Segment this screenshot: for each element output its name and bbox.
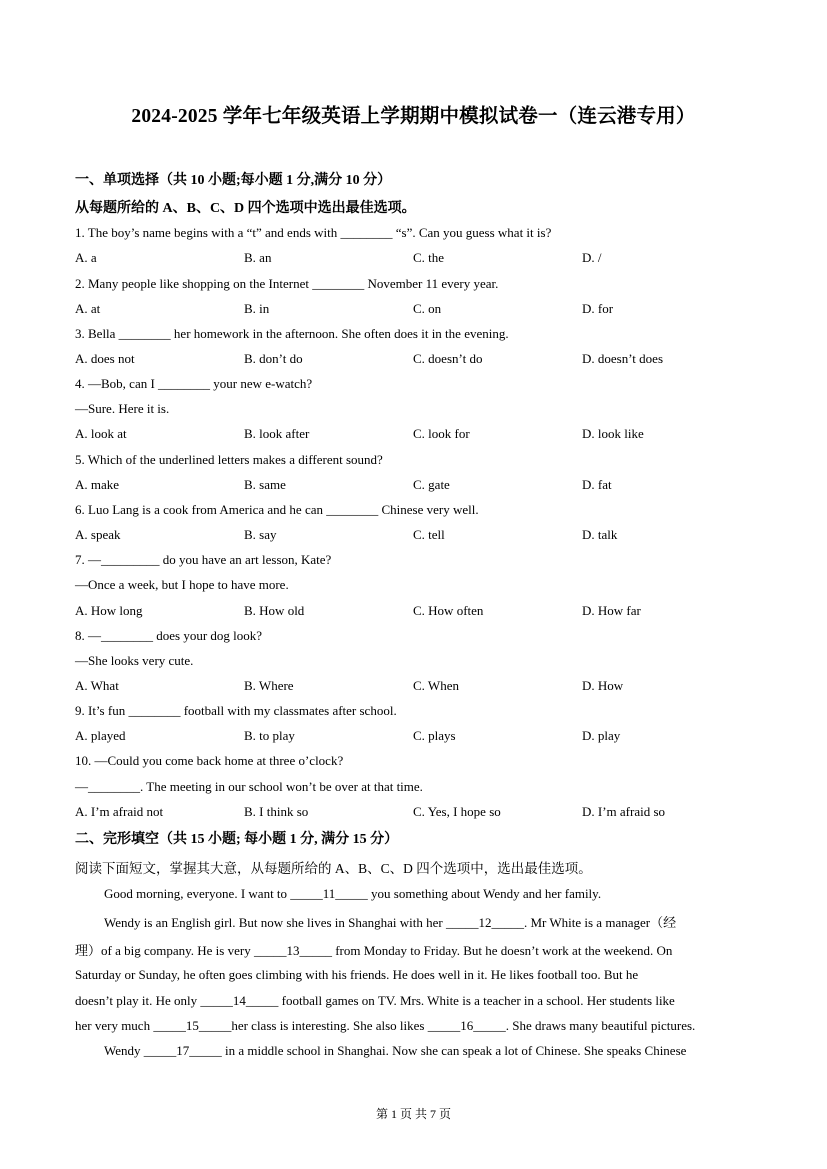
question-3-options <box>75 351 755 369</box>
passage-line: her very much _____15_____her class is interesting. She also likes _____16_____. She draws many beautiful pictures. <box>75 1018 696 1033</box>
option-a: A. What <box>75 678 119 693</box>
page-title: 2024-2025 学年七年级英语上学期期中模拟试卷一（连云港专用） <box>131 106 696 127</box>
section2-heading: 二、完形填空（共 15 小题; 每小题 1 分, 满分 15 分） <box>75 832 399 847</box>
option-d: D. How far <box>582 603 641 618</box>
question-9-options <box>75 728 755 746</box>
question-4-reply: —Sure. Here it is. <box>75 401 170 416</box>
question-7-options <box>75 603 755 621</box>
option-a: A. look at <box>75 426 127 441</box>
option-b: B. don’t do <box>244 351 303 366</box>
option-a: A. speak <box>75 527 121 542</box>
option-d: D. doesn’t does <box>582 351 664 366</box>
question-5-options <box>75 477 755 495</box>
option-c: C. tell <box>413 527 445 542</box>
question-8-stem: 8. —________ does your dog look? <box>75 628 263 643</box>
question-2-stem: 2. Many people like shopping on the Internet ________ November 11 every year. <box>75 276 499 291</box>
section1-heading: 一、单项选择（共 10 小题;每小题 1 分,满分 10 分） <box>75 173 392 188</box>
question-4-stem: 4. —Bob, can I ________ your new e-watch? <box>75 376 313 391</box>
passage-line: Wendy is an English girl. But now she lives in Shanghai with her _____12_____. Mr White is a manager（经 <box>104 915 677 930</box>
question-3-stem: 3. Bella ________ her homework in the afternoon. She often does it in the evening. <box>75 326 509 341</box>
passage-line: 理）of a big company. He is very _____13_____ from Monday to Friday. But he doesn’t work at the weekend. On <box>75 943 673 958</box>
option-b: B. How old <box>244 603 305 618</box>
question-8-reply: —She looks very cute. <box>75 653 194 668</box>
option-d: D. look like <box>582 426 644 441</box>
option-b: B. Where <box>244 678 294 693</box>
question-10-reply: —________. The meeting in our school won’t be over at that time. <box>75 779 423 794</box>
option-d: D. How <box>582 678 624 693</box>
question-10-options <box>75 804 755 822</box>
question-1-options <box>75 250 755 268</box>
option-b: B. same <box>244 477 286 492</box>
option-c: C. gate <box>413 477 450 492</box>
passage-line: Good morning, everyone. I want to _____11_____ you something about Wendy and her family. <box>104 886 602 901</box>
section1-instruction: 从每题所给的 A、B、C、D 四个选项中选出最佳选项。 <box>75 201 416 216</box>
option-d: D. for <box>582 301 614 316</box>
question-9-stem: 9. It’s fun ________ football with my classmates after school. <box>75 703 397 718</box>
question-6-options <box>75 527 755 545</box>
question-5-stem: 5. Which of the underlined letters makes a different sound? <box>75 452 383 467</box>
passage-line: Saturday or Sunday, he often goes climbing with his friends. He does well in it. He likes football too. But he <box>75 967 639 982</box>
option-a: A. does not <box>75 351 135 366</box>
page-number: 第 1 页 共 7 页 <box>375 1107 451 1121</box>
option-c: C. look for <box>413 426 470 441</box>
option-b: B. look after <box>244 426 310 441</box>
option-d: D. / <box>582 250 602 265</box>
option-c: C. doesn’t do <box>413 351 483 366</box>
option-c: C. When <box>413 678 459 693</box>
option-c: C. on <box>413 301 442 316</box>
question-7-reply: —Once a week, but I hope to have more. <box>75 577 289 592</box>
question-7-stem: 7. —_________ do you have an art lesson, Kate? <box>75 552 332 567</box>
question-10-stem: 10. —Could you come back home at three o’clock? <box>75 753 344 768</box>
option-a: A. a <box>75 250 97 265</box>
option-b: B. say <box>244 527 277 542</box>
option-c: C. the <box>413 250 445 265</box>
option-c: C. Yes, I hope so <box>413 804 501 819</box>
option-d: D. fat <box>582 477 612 492</box>
option-a: A. How long <box>75 603 143 618</box>
passage-line: doesn’t play it. He only _____14_____ football games on TV. Mrs. White is a teacher in a school. Her students like <box>75 993 675 1008</box>
option-b: B. I think so <box>244 804 309 819</box>
option-d: D. I’m afraid so <box>582 804 666 819</box>
option-a: A. I’m afraid not <box>75 804 164 819</box>
option-b: B. to play <box>244 728 295 743</box>
question-2-options <box>75 301 755 319</box>
option-c: C. How often <box>413 603 484 618</box>
question-4-options <box>75 426 755 444</box>
option-d: D. play <box>582 728 621 743</box>
option-b: B. in <box>244 301 270 316</box>
option-a: A. at <box>75 301 101 316</box>
passage-line: Wendy _____17_____ in a middle school in Shanghai. Now she can speak a lot of Chinese. She speaks Chinese <box>104 1043 687 1058</box>
question-8-options <box>75 678 755 696</box>
section2-instruction: 阅读下面短文，掌握其大意，从每题所给的 A、B、C、D 四个选项中，选出最佳选项。 <box>75 861 592 876</box>
option-c: C. plays <box>413 728 456 743</box>
question-6-stem: 6. Luo Lang is a cook from America and he can ________ Chinese very well. <box>75 502 479 517</box>
option-a: A. played <box>75 728 126 743</box>
question-1-stem: 1. The boy’s name begins with a “t” and ends with ________ “s”. Can you guess what it is? <box>75 225 552 240</box>
option-d: D. talk <box>582 527 618 542</box>
option-a: A. make <box>75 477 120 492</box>
option-b: B. an <box>244 250 272 265</box>
